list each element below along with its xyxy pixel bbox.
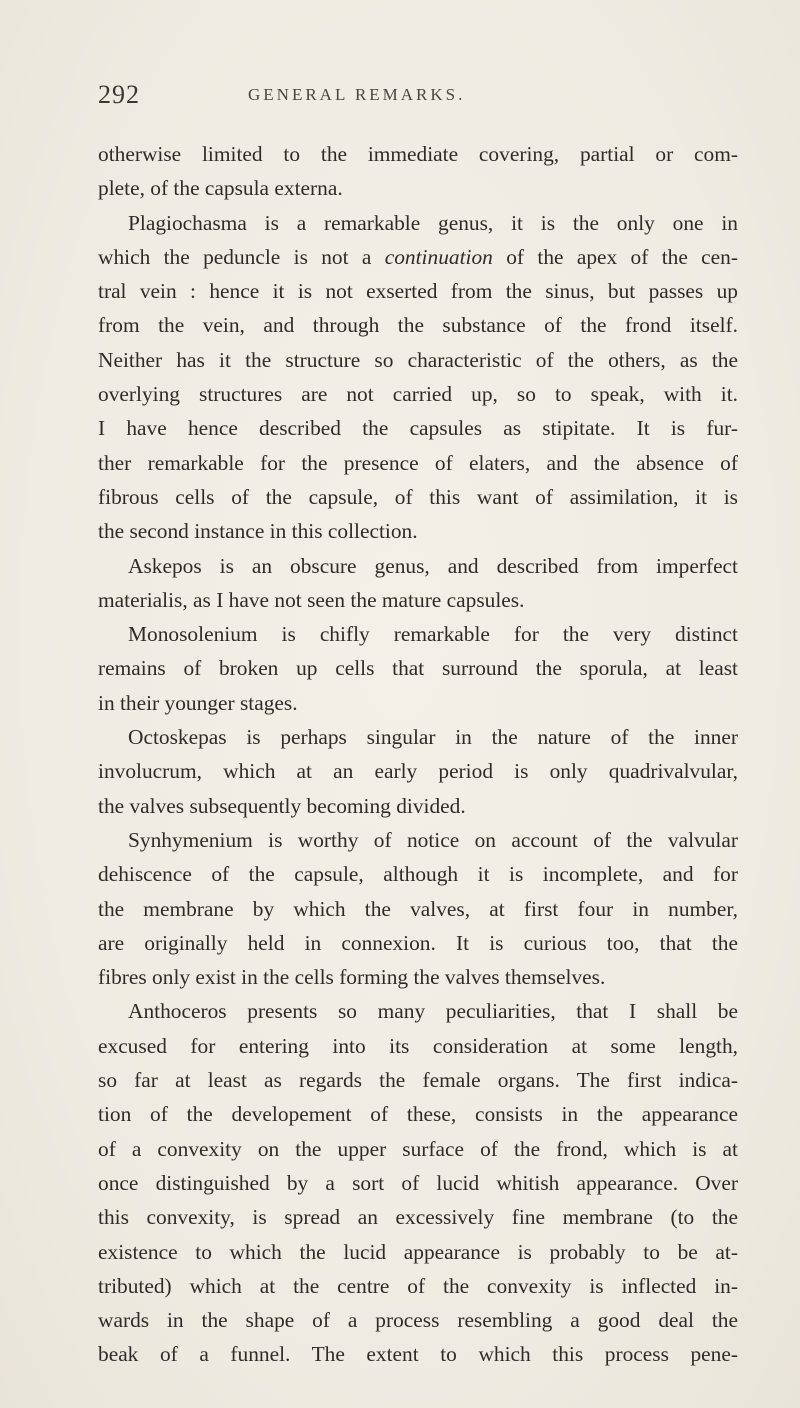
paragraph-first-line: Askepos is an obscure genus, and described from imperfect: [128, 553, 738, 578]
text-run: of the apex of the cen-: [506, 244, 738, 269]
text-line: dehiscence of the capsule, although it is incomplete, and for: [98, 862, 738, 887]
text-line: fibres only exist in the cells forming the valves themselves.: [98, 965, 606, 990]
text-run: which the peduncle is not a: [98, 244, 372, 269]
text-line: Neither has it the structure so characteristic of the others, as the: [98, 347, 738, 372]
text-line: tion of the developement of these, consists in the appearance: [98, 1102, 738, 1127]
text-line: overlying structures are not carried up, so to speak, with it.: [98, 382, 738, 407]
text-line: in their younger stages.: [98, 690, 298, 715]
text-line: I have hence described the capsules as stipitate. It is fur-: [98, 416, 738, 441]
paragraph-first-line: Monosolenium is chifly remarkable for the very distinct: [128, 622, 738, 647]
text-line: this convexity, is spread an excessively fine membrane (to the: [98, 1205, 738, 1230]
emphasized-text: continuation: [384, 244, 493, 269]
text-line: involucrum, which at an early period is only quadrivalvular,: [98, 759, 738, 784]
text-line: tral vein : hence it is not exserted from the sinus, but passes up: [98, 279, 738, 304]
running-head: [98, 80, 738, 110]
text-line: existence to which the lucid appearance is probably to be at-: [98, 1239, 738, 1264]
text-line: ther remarkable for the presence of elaters, and the absence of: [98, 450, 738, 475]
paragraph-first-line: Plagiochasma is a remarkable genus, it is the only one in: [128, 210, 738, 235]
text-line: beak of a funnel. The extent to which this process pene-: [98, 1342, 738, 1367]
text-line: materialis, as I have not seen the mature capsules.: [98, 587, 525, 612]
text-line: are originally held in connexion. It is curious too, that the: [98, 930, 738, 955]
body-text: [98, 137, 738, 1372]
text-line: excused for entering into its consideration at some length,: [98, 1033, 738, 1058]
text-line: otherwise limited to the immediate covering, partial or com-: [98, 142, 738, 166]
text-line: the second instance in this collection.: [98, 519, 418, 544]
text-line: tributed) which at the centre of the convexity is inflected in-: [98, 1273, 738, 1298]
text-line: plete, of the capsula externa.: [98, 176, 343, 201]
text-line: remains of broken up cells that surround the sporula, at least: [98, 656, 738, 681]
paragraph-first-line: Octoskepas is perhaps singular in the nature of the inner: [128, 725, 738, 750]
text-line: so far at least as regards the female organs. The first indica-: [98, 1068, 738, 1093]
text-line: once distinguished by a sort of lucid whitish appearance. Over: [98, 1170, 738, 1195]
text-line: the membrane by which the valves, at first four in number,: [98, 896, 738, 921]
text-line: fibrous cells of the capsule, of this want of assimilation, it is: [98, 484, 738, 509]
paragraph-first-line: Anthoceros presents so many peculiarities, that I shall be: [128, 999, 738, 1024]
paragraph-first-line: Synhymenium is worthy of notice on account of the valvular: [128, 827, 738, 852]
text-line: wards in the shape of a process resembling a good deal the: [98, 1308, 738, 1333]
text-line: from the vein, and through the substance of the frond itself.: [98, 313, 738, 338]
text-line: of a convexity on the upper surface of the frond, which is at: [98, 1136, 738, 1161]
text-line: the valves subsequently becoming divided.: [98, 793, 466, 818]
page-number: 292: [98, 80, 140, 109]
text-line-with-emphasis: [98, 240, 738, 274]
running-head-title: GENERAL REMARKS.: [248, 85, 466, 104]
